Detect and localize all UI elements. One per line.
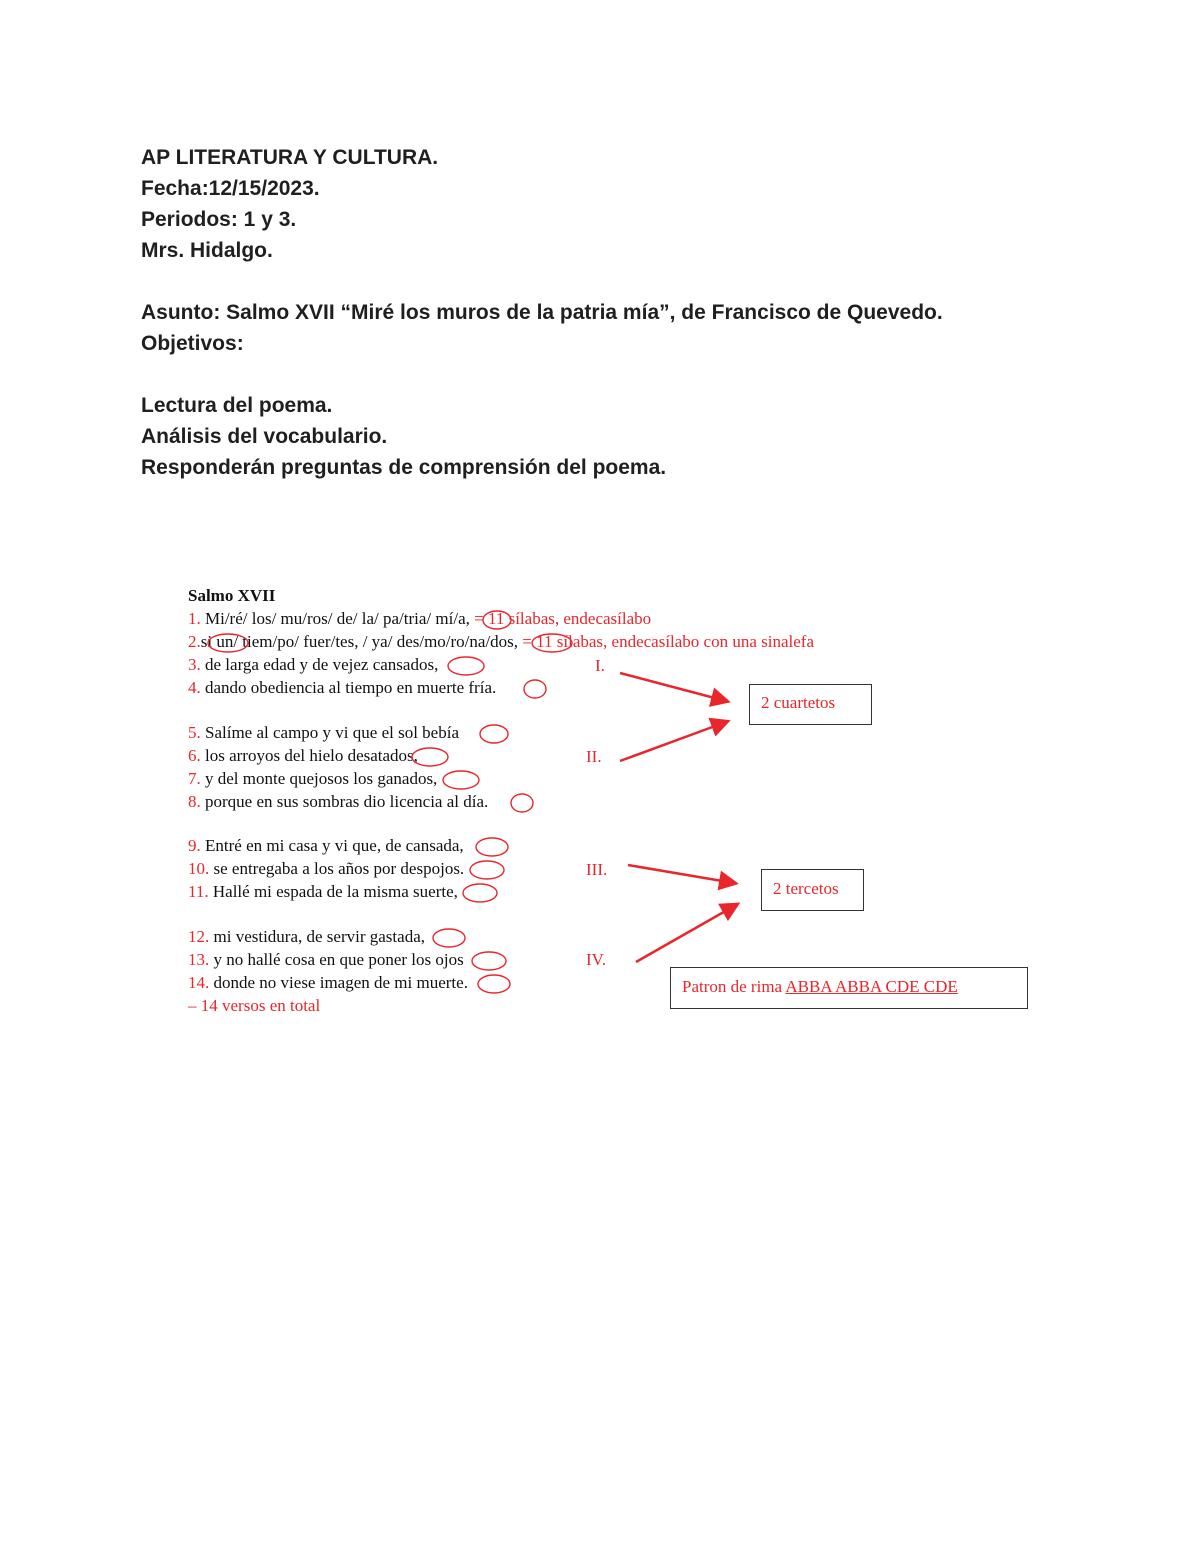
annotation-circle [511, 794, 533, 812]
tercets-box: 2 tercetos [761, 869, 864, 911]
annotation-circle [480, 725, 508, 743]
verse-text: Mi/ré/ los/ mu/ros/ de/ la/ pa/tria/ mí/a, [205, 609, 470, 628]
verse-total: – 14 versos en total [188, 996, 321, 1015]
stanza-arrow [620, 722, 726, 761]
annotation-circle [412, 748, 448, 766]
verse-text: Entré en mi casa y vi que, de cansada, [205, 836, 464, 855]
annotation-circle [483, 611, 511, 629]
verse-text: se entregaba a los años por despojos. [213, 859, 465, 878]
annotation-circle [472, 952, 506, 970]
objective-item: Lectura del poema. [141, 394, 333, 417]
verse-number: 5. [188, 723, 201, 742]
verse-text: donde no viese imagen de mi muerte. [213, 973, 468, 992]
verse-text: y no hallé cosa en que poner los ojos [213, 950, 464, 969]
verse-number: 6. [188, 746, 201, 765]
annotation-circle [470, 861, 504, 879]
stanza-label: I. [595, 656, 605, 675]
quatrains-box: 2 cuartetos [749, 684, 872, 725]
verse-text: y del monte quejosos los ganados, [205, 769, 438, 788]
verse-text: los arroyos del hielo desatados, [205, 746, 418, 765]
verse-text: de larga edad y de vejez cansados, [205, 655, 439, 674]
verse-text: porque en sus sombras dio licencia al día. [205, 792, 489, 811]
syllable-note: = 11 sílabas, endecasílabo [469, 609, 652, 628]
verse-number: 2. [188, 632, 201, 651]
annotation-circle [463, 884, 497, 902]
date-line: Fecha:12/15/2023. [141, 177, 320, 200]
verse-number: 1. [188, 609, 201, 628]
verse-text: Salíme al campo y vi que el sol bebía [205, 723, 459, 742]
annotation-circle [443, 771, 479, 789]
verse-number: 7. [188, 769, 201, 788]
poem-title: Salmo XVII [188, 586, 276, 605]
stanza-arrow [636, 905, 736, 962]
stanza-arrow [620, 673, 726, 701]
course-title: AP LITERATURA Y CULTURA. [141, 146, 439, 169]
annotation-circle [448, 657, 484, 675]
annotation-marks [188, 586, 1038, 1026]
objective-item: Responderán preguntas de comprensión del poema. [141, 456, 667, 479]
verse-number: 11. [188, 882, 209, 901]
verse-text: dando obediencia al tiempo en muerte fría. [205, 678, 497, 697]
stanza-label: IV. [586, 950, 606, 969]
rhyme-pattern: ABBA ABBA CDE CDE [785, 977, 958, 996]
teacher-line: Mrs. Hidalgo. [141, 239, 273, 262]
objective-item: Análisis del vocabulario. [141, 425, 388, 448]
annotation-circle [433, 929, 465, 947]
annotation-circle [478, 975, 510, 993]
rhyme-label: Patron de rima [682, 977, 786, 996]
objectives-label: Objetivos: [141, 332, 244, 355]
periods-line: Periodos: 1 y 3. [141, 208, 297, 231]
verse-text: mi vestidura, de servir gastada, [213, 927, 425, 946]
annotation-circle [524, 680, 546, 698]
document-header [141, 142, 943, 483]
verse-number: 3. [188, 655, 201, 674]
verse-number: 4. [188, 678, 201, 697]
verse-number: 8. [188, 792, 201, 811]
verse-number: 10. [188, 859, 210, 878]
subject-line: Asunto: Salmo XVII “Miré los muros de la patria mía”, de Francisco de Quevedo. [141, 301, 943, 324]
stanza-arrow [628, 865, 734, 883]
annotation-circle [476, 838, 508, 856]
syllable-note: = 11 sílabas, endecasílabo con una sinalefa [518, 632, 815, 651]
annotation-circle [208, 634, 248, 652]
verse-text: Hallé mi espada de la misma suerte, [212, 882, 458, 901]
verse-number: 9. [188, 836, 201, 855]
annotation-circle [532, 634, 572, 652]
stanza-label: II. [586, 747, 602, 766]
verse-number: 13. [188, 950, 210, 969]
verse-number: 12. [188, 927, 210, 946]
poem-figure [188, 586, 1038, 1026]
stanza-label: III. [586, 860, 608, 879]
verse-number: 14. [188, 973, 210, 992]
verse-text: si un/ tiem/po/ fuer/tes, / ya/ des/mo/ro/na/dos, [200, 632, 519, 651]
